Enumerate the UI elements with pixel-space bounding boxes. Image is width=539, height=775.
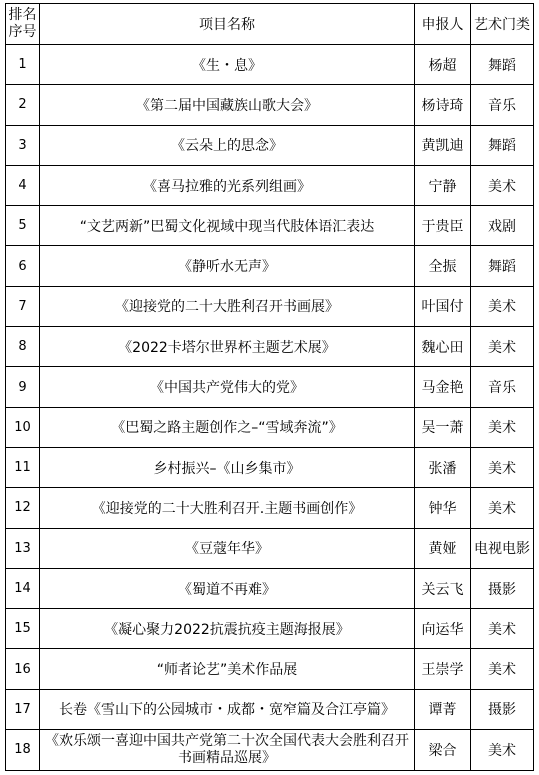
category-cell: 舞蹈 [471, 125, 534, 165]
rank-cell: 3 [6, 125, 40, 165]
category-cell: 美术 [471, 730, 534, 771]
rank-cell: 8 [6, 327, 40, 367]
category-cell: 音乐 [471, 85, 534, 125]
table-row [6, 488, 534, 528]
project-name-cell: 《迎接党的二十大胜利召开书画展》 [40, 286, 415, 326]
rank-cell: 18 [6, 730, 40, 771]
rank-cell: 4 [6, 165, 40, 205]
project-name-cell: 长卷《雪山下的公园城市・成都・宽窄篇及合江亭篇》 [40, 689, 415, 729]
rank-cell: 6 [6, 246, 40, 286]
rank-cell: 1 [6, 45, 40, 85]
project-name-cell: 《中国共产党伟大的党》 [40, 367, 415, 407]
applicant-cell: 杨超 [415, 45, 471, 85]
rank-cell: 17 [6, 689, 40, 729]
project-name-cell: 《生・息》 [40, 45, 415, 85]
category-cell: 摄影 [471, 568, 534, 608]
category-cell: 美术 [471, 609, 534, 649]
project-name-cell: 《豆蔻年华》 [40, 528, 415, 568]
category-cell: 舞蹈 [471, 45, 534, 85]
category-cell: 美术 [471, 286, 534, 326]
applicant-cell: 魏心田 [415, 327, 471, 367]
category-cell: 美术 [471, 165, 534, 205]
rank-cell: 7 [6, 286, 40, 326]
header-project-name: 项目名称 [40, 4, 415, 45]
project-name-cell: 《静听水无声》 [40, 246, 415, 286]
applicant-cell: 杨诗琦 [415, 85, 471, 125]
project-name-cell: 《迎接党的二十大胜利召开.主题书画创作》 [40, 488, 415, 528]
rank-cell: 10 [6, 407, 40, 447]
project-name-cell: “文艺两新”巴蜀文化视域中现当代肢体语汇表达 [40, 206, 415, 246]
table-row [6, 327, 534, 367]
project-name-cell: 《巴蜀之路主题创作之–“雪域奔流”》 [40, 407, 415, 447]
rank-cell: 9 [6, 367, 40, 407]
applicant-cell: 关云飞 [415, 568, 471, 608]
applicant-cell: 张潘 [415, 447, 471, 487]
rank-cell: 12 [6, 488, 40, 528]
table-row [6, 125, 534, 165]
table-row [6, 609, 534, 649]
applicant-cell: 向运华 [415, 609, 471, 649]
header-art-category: 艺术门类 [471, 4, 534, 45]
table-row [6, 286, 534, 326]
rank-cell: 11 [6, 447, 40, 487]
project-name-cell: “师者论艺”美术作品展 [40, 649, 415, 689]
applicant-cell: 黄凯迪 [415, 125, 471, 165]
category-cell: 舞蹈 [471, 246, 534, 286]
applicant-cell: 于贵臣 [415, 206, 471, 246]
category-cell: 戏剧 [471, 206, 534, 246]
table-row [6, 367, 534, 407]
project-name-cell: 《欢乐颂一喜迎中国共产党第二十次全国代表大会胜利召开书画精品巡展》 [40, 730, 415, 771]
category-cell: 美术 [471, 447, 534, 487]
applicant-cell: 王崇学 [415, 649, 471, 689]
applicant-cell: 梁合 [415, 730, 471, 771]
rank-cell: 16 [6, 649, 40, 689]
applicant-cell: 马金艳 [415, 367, 471, 407]
applicant-cell: 吴一萧 [415, 407, 471, 447]
project-name-cell: 《凝心聚力2022抗震抗疫主题海报展》 [40, 609, 415, 649]
table-row [6, 206, 534, 246]
category-cell: 美术 [471, 649, 534, 689]
project-name-cell: 乡村振兴–《山乡集市》 [40, 447, 415, 487]
ranking-table [5, 3, 534, 771]
table-row [6, 649, 534, 689]
applicant-cell: 黄娅 [415, 528, 471, 568]
table-row [6, 85, 534, 125]
project-name-cell: 《第二届中国藏族山歌大会》 [40, 85, 415, 125]
project-name-cell: 《蜀道不再难》 [40, 568, 415, 608]
table-row [6, 568, 534, 608]
rank-cell: 15 [6, 609, 40, 649]
table-row [6, 165, 534, 205]
applicant-cell: 钟华 [415, 488, 471, 528]
table-row [6, 730, 534, 771]
project-name-cell: 《喜马拉雅的光系列组画》 [40, 165, 415, 205]
category-cell: 美术 [471, 488, 534, 528]
table-row [6, 447, 534, 487]
rank-cell: 2 [6, 85, 40, 125]
category-cell: 电视电影 [471, 528, 534, 568]
project-name-cell: 《云朵上的思念》 [40, 125, 415, 165]
project-name-cell: 《2022卡塔尔世界杯主题艺术展》 [40, 327, 415, 367]
applicant-cell: 宁静 [415, 165, 471, 205]
category-cell: 美术 [471, 407, 534, 447]
table-row [6, 689, 534, 729]
rank-cell: 14 [6, 568, 40, 608]
header-rank: 排名序号 [6, 4, 40, 45]
applicant-cell: 全振 [415, 246, 471, 286]
table-header-row [6, 4, 534, 45]
table-row [6, 528, 534, 568]
table-row [6, 246, 534, 286]
category-cell: 摄影 [471, 689, 534, 729]
category-cell: 美术 [471, 327, 534, 367]
category-cell: 音乐 [471, 367, 534, 407]
table-row [6, 407, 534, 447]
rank-cell: 13 [6, 528, 40, 568]
rank-cell: 5 [6, 206, 40, 246]
applicant-cell: 叶国付 [415, 286, 471, 326]
applicant-cell: 谭菁 [415, 689, 471, 729]
header-applicant: 申报人 [415, 4, 471, 45]
table-row [6, 45, 534, 85]
